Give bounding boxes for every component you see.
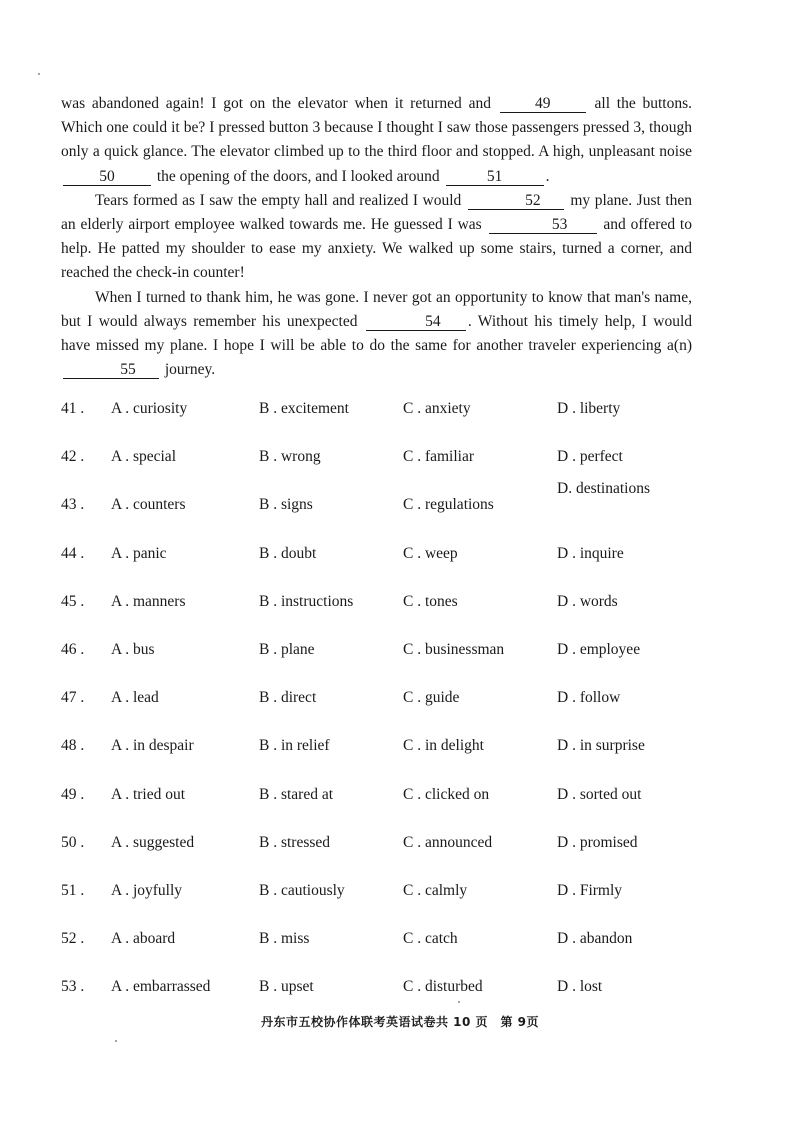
option-d: D . abandon xyxy=(557,930,633,948)
scan-speck xyxy=(458,1001,460,1003)
question-row xyxy=(61,729,741,777)
question-number: 41 . xyxy=(61,400,85,417)
option-a: A . aboard xyxy=(111,930,176,948)
option-c: C . regulations xyxy=(403,496,494,514)
scan-speck xyxy=(38,73,40,75)
option-a: A . bus xyxy=(111,640,155,658)
question-number: 52 . xyxy=(61,930,85,948)
option-b: B . instructions xyxy=(259,592,354,610)
option-d: D . lost xyxy=(557,978,603,996)
option-c: C . familiar xyxy=(403,448,475,466)
option-c: C . anxiety xyxy=(403,400,471,417)
paragraph-1: was abandoned again! I got on the elevator when it returned and 49 all the buttons. Which one could it be? I pressed button 3 because I thought I saw those passengers pressed 3, though only a quick glance. The elevator climbed up to the third floor and stopped. A high, unpleasant noise 50 the opening of the doors, and I looked around 51 . xyxy=(61,95,693,185)
question-row xyxy=(61,681,741,729)
option-b: B . signs xyxy=(259,496,313,514)
answer-options xyxy=(61,392,741,1018)
question-number: 49 . xyxy=(61,785,85,803)
option-c: C . calmly xyxy=(403,881,468,899)
option-b: B . plane xyxy=(259,640,315,658)
question-row xyxy=(61,922,741,970)
question-number: 43 . xyxy=(61,496,85,514)
question-number: 46 . xyxy=(61,640,85,658)
option-a: A . manners xyxy=(111,592,186,610)
option-c: C . announced xyxy=(403,833,493,851)
question-number: 45 . xyxy=(61,592,85,610)
option-c: C . guide xyxy=(403,689,460,707)
option-c: C . catch xyxy=(403,930,458,948)
cloze-passage xyxy=(61,92,692,382)
option-c: C . tones xyxy=(403,592,458,610)
blank-51: 51 xyxy=(446,168,544,186)
question-row xyxy=(61,480,741,536)
question-number: 51 . xyxy=(61,881,85,899)
option-c: C . weep xyxy=(403,544,458,562)
paragraph-3: When I turned to thank him, he was gone. I never got an opportunity to know that man's name, but I would always remember his unexpected 54 . Without his timely help, I would have missed my plane. I hope I will be able to do the same for another traveler experiencing a(n) 55 journey. xyxy=(61,288,692,379)
option-d: D . words xyxy=(557,592,618,610)
blank-54: 54 xyxy=(366,313,466,331)
question-number: 44 . xyxy=(61,544,85,562)
option-a: A . lead xyxy=(111,689,159,707)
option-a: A . panic xyxy=(111,544,167,562)
option-d: D . follow xyxy=(557,689,621,707)
blank-52: 52 xyxy=(468,192,564,210)
option-b: B . stared at xyxy=(259,785,334,803)
question-row xyxy=(61,537,741,585)
blank-55: 55 xyxy=(63,361,159,379)
option-c: C . in delight xyxy=(403,737,484,755)
question-row xyxy=(61,970,741,1018)
question-number: 50 . xyxy=(61,833,85,851)
option-a: A . counters xyxy=(111,496,186,514)
scan-speck xyxy=(115,1040,117,1042)
paragraph-2: Tears formed as I saw the empty hall and realized I would 52 my plane. Just then an elderly airport employee walked towards me. He guessed I was 53 and offered to help. He patted my shoulder to ease my anxiety. We walked up some stairs, turned a corner, and reached the check-in counter! xyxy=(61,191,693,282)
option-b: B . in relief xyxy=(259,737,330,755)
blank-50: 50 xyxy=(63,168,151,186)
option-a: A . embarrassed xyxy=(111,978,211,996)
option-b: B . stressed xyxy=(259,833,331,851)
option-a: A . special xyxy=(111,448,176,466)
option-a: A . in despair xyxy=(111,737,194,755)
option-b: B . excitement xyxy=(259,400,349,417)
option-b: B . miss xyxy=(259,930,310,948)
question-row xyxy=(61,826,741,874)
blank-53: 53 xyxy=(489,216,597,234)
page-footer: 丹东市五校协作体联考英语试卷共 10 页 第 9页 xyxy=(260,1015,540,1029)
option-c: C . disturbed xyxy=(403,978,483,996)
option-b: B . doubt xyxy=(259,544,317,562)
question-number: 48 . xyxy=(61,737,85,755)
option-d: D . inquire xyxy=(557,544,624,562)
question-row xyxy=(61,778,741,826)
option-d: D . liberty xyxy=(557,400,621,417)
option-b: B . upset xyxy=(259,978,314,996)
question-number: 47 . xyxy=(61,689,85,707)
question-row xyxy=(61,874,741,922)
option-a: A . suggested xyxy=(111,833,195,851)
blank-49: 49 xyxy=(500,95,586,113)
option-c: C . businessman xyxy=(403,640,505,658)
option-d: D . in surprise xyxy=(557,737,645,755)
option-a: A . joyfully xyxy=(111,881,183,899)
option-b: B . cautiously xyxy=(259,881,345,899)
option-d: D. destinations xyxy=(557,480,650,498)
option-b: B . wrong xyxy=(259,448,321,466)
option-c: C . clicked on xyxy=(403,785,490,803)
option-d: D . perfect xyxy=(557,448,623,466)
question-number: 42 . xyxy=(61,448,85,466)
question-row xyxy=(61,392,741,440)
option-a: A . tried out xyxy=(111,785,186,803)
option-d: D . sorted out xyxy=(557,785,642,803)
question-row xyxy=(61,633,741,681)
question-number: 53 . xyxy=(61,978,85,996)
option-b: B . direct xyxy=(259,689,317,707)
option-d: D . Firmly xyxy=(557,881,623,899)
option-d: D . promised xyxy=(557,833,638,851)
option-d: D . employee xyxy=(557,640,641,658)
question-row xyxy=(61,585,741,633)
option-a: A . curiosity xyxy=(111,400,188,417)
